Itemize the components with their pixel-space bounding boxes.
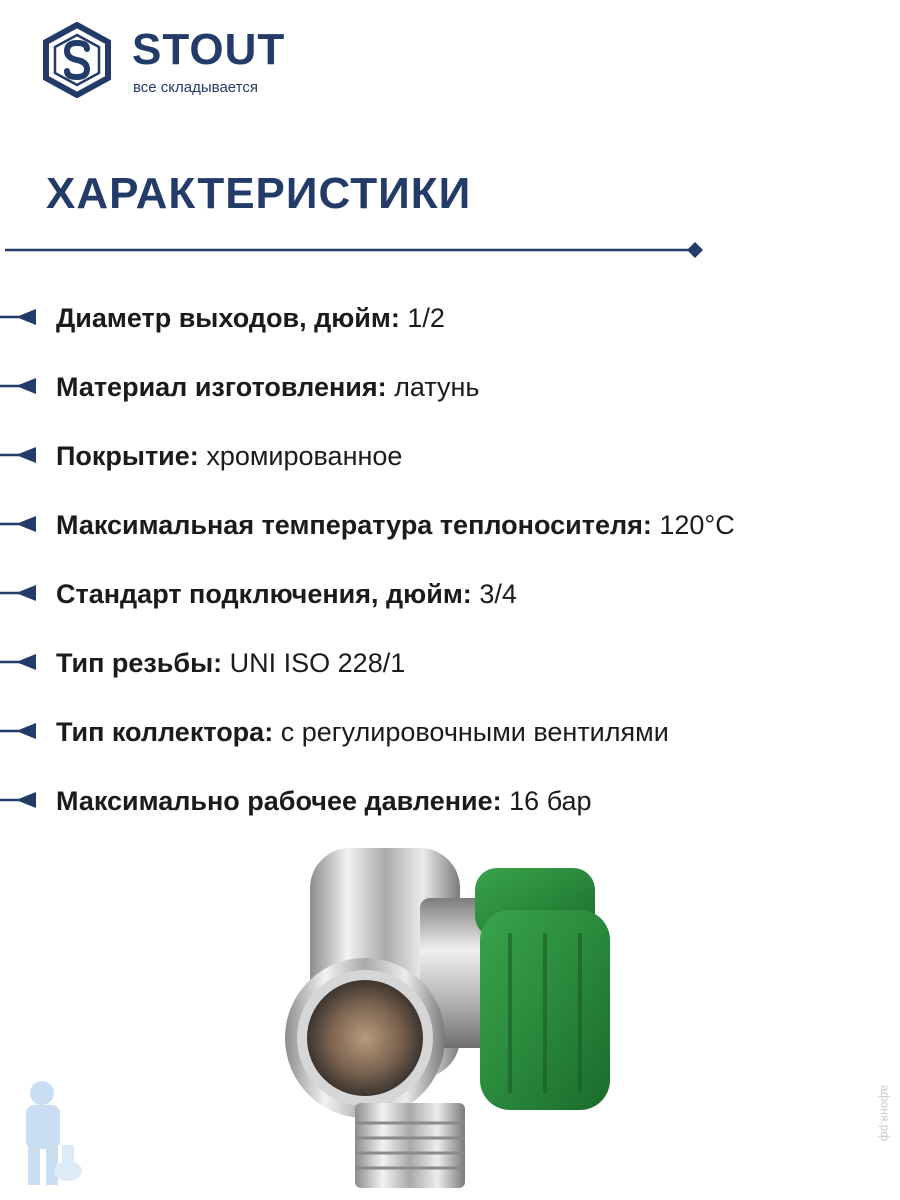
- spec-value: UNI ISO 228/1: [229, 648, 406, 678]
- pointer-icon: [0, 513, 38, 535]
- spec-label: Материал изготовления:: [56, 372, 387, 402]
- spec-label: Диаметр выходов, дюйм:: [56, 303, 400, 333]
- spec-label: Покрытие:: [56, 441, 199, 471]
- spec-value: с регулировочными вентилями: [280, 717, 669, 747]
- spec-item: [0, 300, 880, 340]
- spec-item: [0, 645, 880, 685]
- spec-item: [0, 576, 880, 616]
- spec-label: Тип резьбы:: [56, 648, 223, 678]
- heading-divider: [5, 240, 705, 260]
- plumber-mascot-image: [4, 1075, 86, 1193]
- pointer-icon: [0, 306, 38, 328]
- spec-value: хромированное: [206, 441, 403, 471]
- spec-value: 1/2: [407, 303, 445, 333]
- pointer-icon: [0, 720, 38, 742]
- brand-tagline: все складывается: [133, 79, 258, 96]
- spec-value: 120°C: [659, 510, 735, 540]
- spec-value: латунь: [394, 372, 480, 402]
- brand-name: STOUT: [132, 25, 286, 74]
- spec-item: [0, 507, 880, 547]
- spec-label: Тип коллектора:: [56, 717, 274, 747]
- watermark-text: афоня.рф: [878, 1085, 892, 1142]
- pointer-icon: [0, 582, 38, 604]
- brand-logo: [42, 22, 286, 102]
- spec-item: [0, 714, 880, 754]
- hexagon-s-icon: [42, 22, 112, 98]
- pointer-icon: [0, 789, 38, 811]
- pointer-icon: [0, 651, 38, 673]
- pointer-icon: [0, 375, 38, 397]
- spec-label: Стандарт подключения, дюйм:: [56, 579, 472, 609]
- product-image: [270, 838, 630, 1200]
- spec-label: Максимальная температура теплоносителя:: [56, 510, 652, 540]
- spec-value: 16 бар: [509, 786, 592, 816]
- spec-label: Максимально рабочее давление:: [56, 786, 502, 816]
- diamond-icon: [687, 242, 703, 258]
- pointer-icon: [0, 444, 38, 466]
- spec-item: [0, 369, 880, 409]
- spec-item: [0, 438, 880, 478]
- spec-item: [0, 783, 880, 823]
- spec-value: 3/4: [479, 579, 517, 609]
- page-title: ХАРАКТЕРИСТИКИ: [46, 169, 472, 218]
